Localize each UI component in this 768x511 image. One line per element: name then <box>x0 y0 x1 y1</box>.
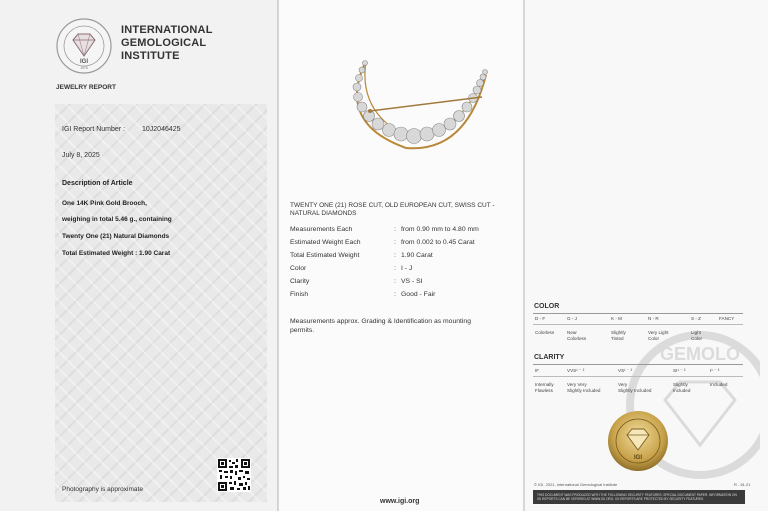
detail-colon: : <box>394 239 396 246</box>
detail-label: Color <box>290 265 307 272</box>
description-line: weighing in total 5.46 g., containing <box>62 216 172 223</box>
detail-colon: : <box>394 226 396 233</box>
color-grade: FANCY <box>719 316 735 321</box>
igi-website-link[interactable]: www.igi.org <box>380 498 420 505</box>
color-description: Colorless <box>535 330 555 335</box>
detail-colon: : <box>394 291 396 298</box>
clarity-description: Very Very Slightly Included <box>567 382 601 393</box>
igi-gold-seal-icon <box>607 410 669 472</box>
security-note: THIS DOCUMENT WAS PRODUCED WITH THE FOLLOWING SECURITY FEATURES: SPECIAL DOCUMENT PAPER. INFORMATION ON IGI REPORTS CAN BE VERIFIED AT WWW.IGI.ORG. IGI REPORTS ARE PROTECTED BY SECURITY FEATURES. <box>537 493 737 501</box>
divider <box>533 313 743 314</box>
detail-value: VS - SI <box>401 278 423 285</box>
color-description: Very Light Color <box>648 330 669 341</box>
clarity-description: Included <box>710 382 728 387</box>
divider <box>533 364 743 365</box>
measurement-note: Measurements approx. Grading & Identification as mounting permits. <box>290 318 471 334</box>
detail-value: from 0.90 mm to 4.80 mm <box>401 226 479 233</box>
description-line: Twenty One (21) Natural Diamonds <box>62 233 170 240</box>
detail-row <box>290 252 433 259</box>
detail-label: Clarity <box>290 278 310 285</box>
detail-label: Total Estimated Weight <box>290 252 360 259</box>
copyright-text: © IGI, 2021, International Gemological Institute <box>534 482 618 487</box>
watermark-text: GEMOLO <box>660 344 740 364</box>
color-scale-title: COLOR <box>534 303 560 310</box>
seal-text: IGI <box>633 455 643 461</box>
detail-row <box>290 226 479 233</box>
clarity-grade: VS¹ ⁻ ² <box>618 368 633 373</box>
detail-label: Measurements Each <box>290 226 353 233</box>
color-description: Slightly Tinted <box>611 330 626 341</box>
security-features-strip <box>533 490 745 504</box>
clarity-grade: I¹ ⁻ ³ <box>710 368 720 373</box>
color-grade: S - Z <box>691 316 701 321</box>
clarity-description: Very Slightly Included <box>618 382 652 393</box>
clarity-grade: IF <box>535 368 540 373</box>
color-description: Light Color <box>691 330 702 341</box>
divider <box>533 324 743 325</box>
color-description: Near Colorless <box>567 330 587 341</box>
clarity-grade: SI¹ ⁻ ² <box>673 368 686 373</box>
color-grade: D - F <box>535 316 546 321</box>
report-type: JEWELRY REPORT <box>56 84 116 91</box>
igi-logo-icon <box>56 18 112 74</box>
color-grade: K - M <box>611 316 622 321</box>
detail-colon: : <box>394 252 396 259</box>
clarity-description: Slightly Included <box>673 382 691 393</box>
clarity-grade: VVS¹ ⁻ ² <box>567 368 585 373</box>
detail-row <box>290 239 475 246</box>
detail-value: from 0.002 to 0.45 Carat <box>401 239 475 246</box>
qr-code-icon[interactable] <box>217 458 251 492</box>
detail-colon: : <box>394 278 396 285</box>
divider <box>533 376 743 377</box>
detail-colon: : <box>394 265 396 272</box>
diamond-description-heading: TWENTY ONE (21) ROSE CUT, OLD EUROPEAN CUT, SWISS CUT - NATURAL DIAMONDS <box>290 202 495 217</box>
institute-name-line: INSTITUTE <box>121 50 180 62</box>
logo-year: 1975 <box>80 66 88 70</box>
description-line: Total Estimated Weight : 1.90 Carat <box>62 250 171 257</box>
color-grade: N - R <box>648 316 659 321</box>
description-heading: Description of Article <box>62 180 133 187</box>
institute-name-line: INTERNATIONAL <box>121 24 213 36</box>
logo-text: IGI <box>79 59 89 65</box>
detail-row <box>290 291 436 298</box>
clarity-scale-title: CLARITY <box>534 354 565 361</box>
security-pattern <box>55 104 267 502</box>
form-code: R - 61.21 <box>734 482 751 487</box>
institute-name <box>121 24 213 63</box>
brooch-photo <box>336 53 492 157</box>
photography-note: Photography is approximate <box>62 486 143 493</box>
report-number: 10J2046425 <box>142 126 181 133</box>
detail-label: Estimated Weight Each <box>290 239 361 246</box>
report-date: July 8, 2025 <box>62 152 100 159</box>
detail-label: Finish <box>290 291 309 298</box>
description-line: One 14K Pink Gold Brooch, <box>62 200 147 207</box>
institute-name-line: GEMOLOGICAL <box>121 37 207 49</box>
clarity-description: Internally Flawless <box>535 382 554 393</box>
detail-row <box>290 265 413 272</box>
detail-value: 1.90 Carat <box>401 252 433 259</box>
color-grade: G - J <box>567 316 577 321</box>
detail-row <box>290 278 423 285</box>
detail-value: I - J <box>401 265 413 272</box>
report-number-label: IGI Report Number : <box>62 126 126 133</box>
detail-value: Good - Fair <box>401 291 436 298</box>
